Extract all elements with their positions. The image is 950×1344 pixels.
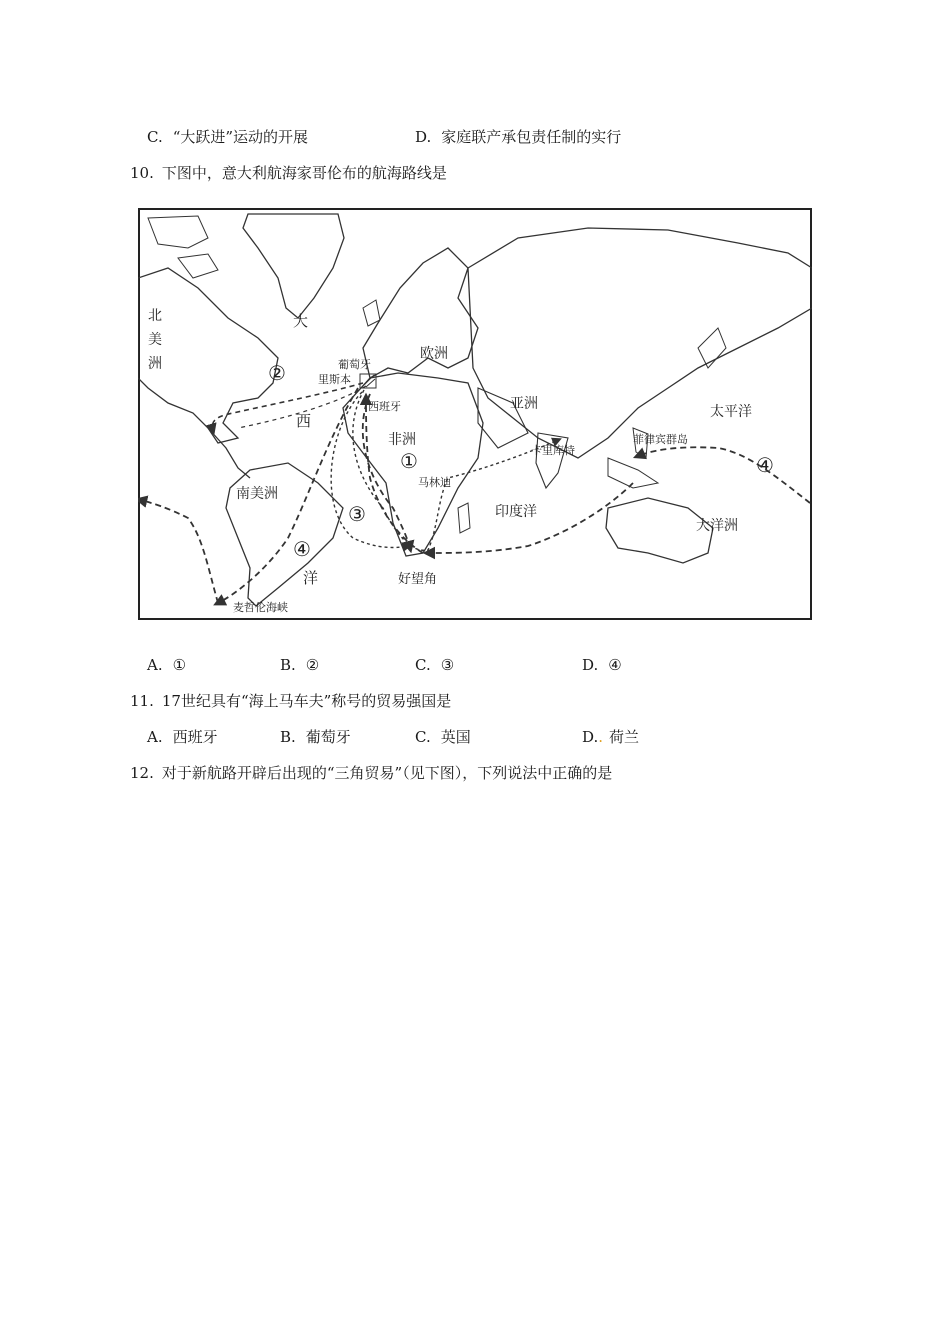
q10-option-a[interactable] xyxy=(147,655,186,675)
option-text: 家庭联产承包责任制的实行 xyxy=(441,128,622,146)
stray-dot-icon: . xyxy=(598,728,604,746)
option-text: ④ xyxy=(608,656,622,674)
question-text: 下图中，意大利航海家哥伦布的航海路线是 xyxy=(161,164,447,182)
label-cape: 好望角 xyxy=(398,572,438,587)
option-text: 英国 xyxy=(440,728,471,746)
marker-route-1: ① xyxy=(400,449,418,473)
label-oceania: 大洋洲 xyxy=(696,518,738,534)
option-text: 葡萄牙 xyxy=(305,728,351,746)
marker-route-4-pacific: ④ xyxy=(756,453,774,477)
question-number: 12. xyxy=(130,764,154,782)
option-text: “大跃进”运动的开展 xyxy=(172,128,309,146)
option-label: C. xyxy=(415,656,431,674)
option-text: ② xyxy=(305,656,320,674)
option-text: 西班牙 xyxy=(172,728,218,746)
q9-option-c[interactable] xyxy=(147,127,308,147)
option-label: A. xyxy=(147,656,163,674)
label-north-america-3: 洲 xyxy=(148,356,162,372)
map-svg xyxy=(138,208,812,620)
label-africa: 非洲 xyxy=(388,432,416,448)
voyage-map xyxy=(138,208,812,620)
q9-option-d[interactable] xyxy=(415,127,621,147)
question-number: 11. xyxy=(130,692,154,710)
question-number: 10. xyxy=(130,164,154,182)
option-text: 荷兰 xyxy=(609,728,640,746)
option-label: B. xyxy=(280,656,296,674)
label-south-america: 南美洲 xyxy=(236,486,278,502)
marker-route-4-atlantic: ④ xyxy=(293,537,311,561)
q11-option-d[interactable] xyxy=(582,727,639,747)
q11-option-a[interactable] xyxy=(147,727,218,747)
label-malindi: 马林迪 xyxy=(418,476,451,489)
option-label: C. xyxy=(147,128,163,146)
q11-option-c[interactable] xyxy=(415,727,471,747)
q12-stem xyxy=(130,763,612,783)
label-spain: 西班牙 xyxy=(368,400,401,413)
label-europe: 欧洲 xyxy=(420,346,448,362)
label-north-america-1: 北 xyxy=(148,308,162,324)
q11-option-b[interactable] xyxy=(280,727,351,747)
label-lisbon: 里斯本 xyxy=(318,373,351,386)
label-pacific: 太平洋 xyxy=(710,404,752,420)
q11-stem xyxy=(130,691,451,711)
q10-stem xyxy=(130,163,447,183)
option-label: D. xyxy=(415,128,432,146)
label-portugal: 葡萄牙 xyxy=(338,358,371,371)
label-xi: 西 xyxy=(296,412,312,430)
label-philippines: 菲律宾群岛 xyxy=(633,433,688,446)
label-north-america-2: 美 xyxy=(148,332,162,348)
question-text: 17世纪具有“海上马车夫”称号的贸易强国是 xyxy=(161,692,452,710)
option-label: D. xyxy=(582,656,599,674)
marker-route-3: ③ xyxy=(348,502,366,526)
marker-route-2: ② xyxy=(268,361,286,385)
option-text: ③ xyxy=(440,656,455,674)
label-asia: 亚洲 xyxy=(510,396,538,412)
option-label: C. xyxy=(415,728,431,746)
question-text: 对于新航路开辟后出现的“三角贸易”（见下图），下列说法中正确的是 xyxy=(161,764,613,782)
q10-option-c[interactable] xyxy=(415,655,454,675)
q10-option-d[interactable] xyxy=(582,655,622,675)
label-indian-ocean: 印度洋 xyxy=(495,504,537,520)
label-magellan: 麦哲伦海峡 xyxy=(233,601,288,614)
label-da: 大 xyxy=(293,312,309,330)
label-yang: 洋 xyxy=(303,569,319,587)
option-label: D. xyxy=(582,728,599,746)
option-label: B. xyxy=(280,728,296,746)
option-label: A. xyxy=(147,728,163,746)
q10-option-b[interactable] xyxy=(280,655,319,675)
label-calicut: 卡里库特 xyxy=(531,444,575,457)
option-text: ① xyxy=(172,656,187,674)
